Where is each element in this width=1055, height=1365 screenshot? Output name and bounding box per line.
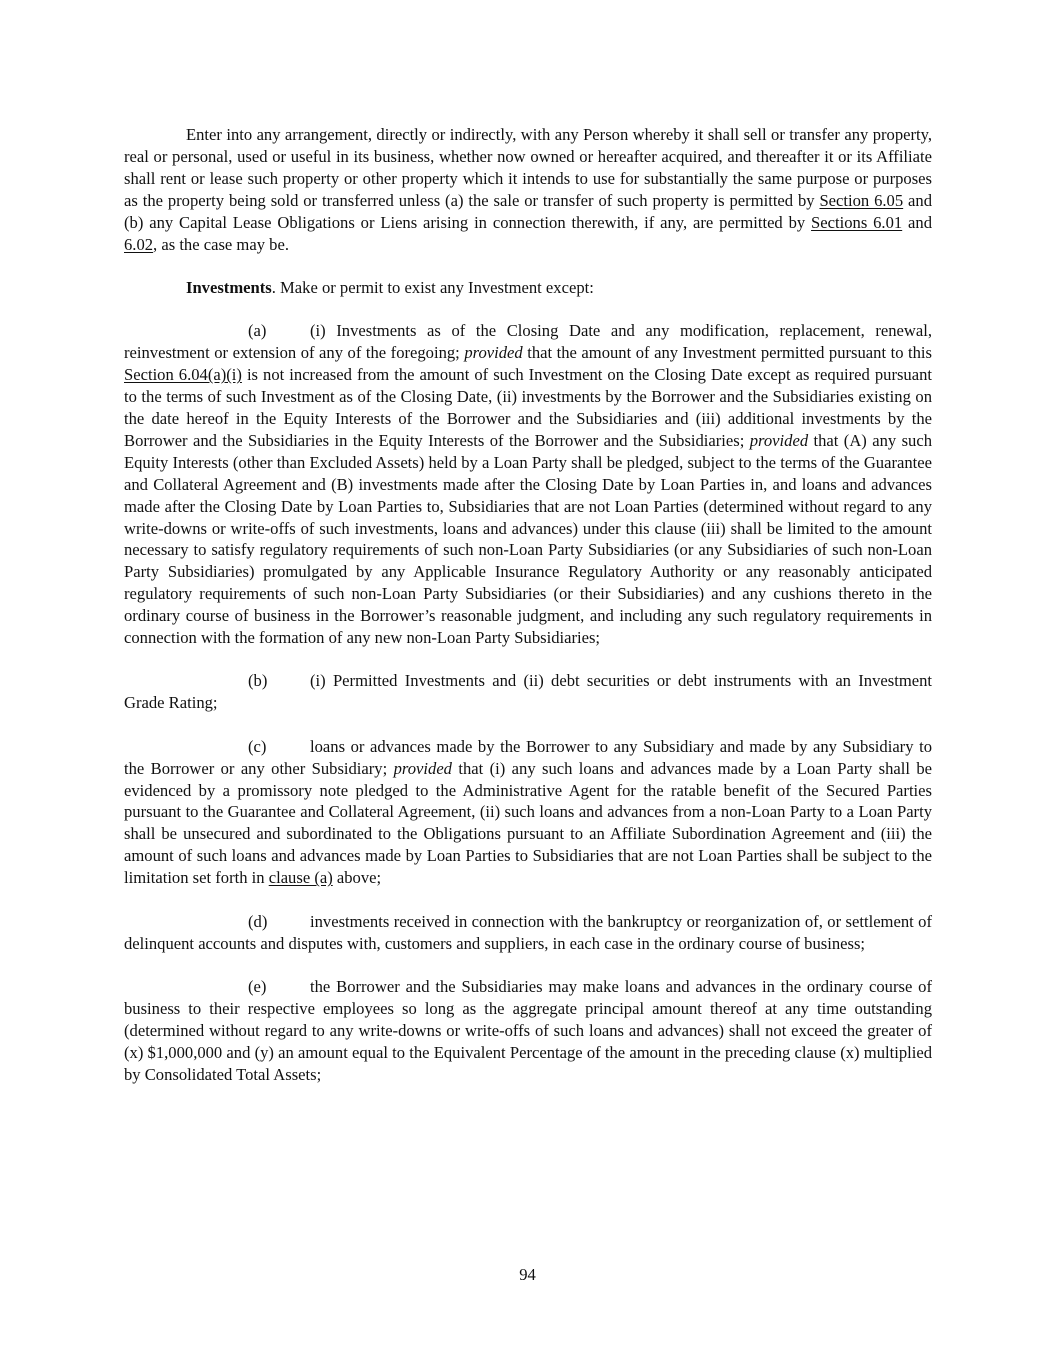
- page-number: 94: [519, 1265, 536, 1284]
- intro-text: and (b) any Capital Lease Obligations or Liens arising in connection therewith, if any, are permitted by: [124, 190, 932, 232]
- clause-a-text: that (A) any such Equity Interests (other than Excluded Assets) held by a Loan Party shall be pledged, subject to the terms of the Guarantee and Collateral Agreement and (B) investments made after the Closing Date by Loan Parties in, and loans and advances made after the Closing Date by Loan Parties to, Subsidiaries that are not Loan Parties (determined without regard to any write-downs or write-offs of such investments, loans and advances) under this clause (iii) shall be limited to the amount necessary to satisfy regulatory requirements of such non-Loan Party Subsidiaries (or any Subsidiaries of such non-Loan Party Subsidiaries) promulgated by any Applicable Insurance Regulatory Authority or any reasonably anticipated regulatory requirements of such non-Loan Party Subsidiaries (or their Subsidiaries) and any cushions thereto in the ordinary course of business in the Borrower’s reasonable judgment, and including any such regulatory requirements in connection with the formation of any new non-Loan Party Subsidiaries;: [124, 430, 932, 648]
- clause-a-text: that the amount of any Investment permitted pursuant to this: [522, 343, 933, 363]
- clause-a-provided: provided: [749, 430, 809, 450]
- clause-a-text: (i) Investments as of the Closing Date and any modification, replacement, renewal, reinvestment or extension of any of the foregoing;: [124, 321, 932, 363]
- clause-c-text: above;: [332, 868, 382, 888]
- clause-a-label: (a): [248, 321, 267, 341]
- clause-a: [124, 320, 932, 649]
- clause-d-label: (d): [248, 911, 268, 931]
- investments-heading: Investments: [186, 277, 272, 297]
- document-page: [124, 124, 932, 1085]
- clause-c: [124, 736, 932, 889]
- intro-text: Enter into any arrangement, directly or indirectly, with any Person whereby it shall sell or transfer any property, real or personal, used or useful in its business, whether now owned or hereafter acquired, and thereafter it or its Affiliate shall rent or lease such property or other property which it intends to use for substantially the same purpose or purposes as the property being sold or transferred unless (a) the sale or transfer of such property is permitted by: [124, 125, 932, 210]
- clause-a-provided: provided: [464, 343, 523, 363]
- clause-e: [124, 976, 932, 1086]
- clause-d: [124, 911, 932, 955]
- section-ref-6-04-a-i: Section 6.04(a)(i): [124, 365, 242, 385]
- intro-text: and: [902, 212, 933, 232]
- investments-heading-paragraph: [124, 277, 932, 299]
- clause-a-ref: clause (a): [268, 868, 333, 888]
- intro-text: , as the case may be.: [153, 234, 289, 254]
- intro-paragraph: [124, 124, 932, 255]
- clause-a-text: is not increased from the amount of such Investment on the Closing Date except as required pursuant to the terms of such Investment as of the Closing Date, (ii) investments by the Borrower and the Subsidiaries existing on the date hereof in the Equity Interests of the Borrower and the Subsidiaries and (iii) additional investments by the Borrower and the Subsidiaries in the Equity Interests of the Borrower and the Subsidiaries;: [124, 365, 932, 450]
- clause-c-label: (c): [248, 736, 267, 756]
- clause-d-text: investments received in connection with the bankruptcy or reorganization of, or settlement of delinquent accounts and disputes with, customers and suppliers, in each case in the ordinary course of business;: [124, 911, 932, 953]
- clause-b-text: (i) Permitted Investments and (ii) debt securities or debt instruments with an Investment Grade Rating;: [124, 671, 932, 713]
- clause-c-provided: provided: [393, 758, 452, 778]
- clause-e-label: (e): [248, 976, 267, 996]
- section-ref-6-05: Section 6.05: [819, 190, 904, 210]
- investments-lead-text: . Make or permit to exist any Investment except:: [271, 277, 594, 297]
- clause-c-text: that (i) any such loans and advances made by a Loan Party shall be evidenced by a promissory note pledged to the Administrative Agent for the ratable benefit of the Secured Parties pursuant to the Guarantee and Collateral Agreement, (ii) such loans and advances from a non-Loan Party to a Loan Party shall be unsecured and subordinated to the Obligations pursuant to an Affiliate Subordination Agreement and (iii) the amount of such loans and advances made by Loan Parties to Subsidiaries that are not Loan Parties shall be subject to the limitation set forth in: [124, 758, 932, 888]
- section-ref-6-01: Sections 6.01: [811, 212, 903, 232]
- clause-b-label: (b): [248, 671, 268, 691]
- clause-b: [124, 670, 932, 714]
- clause-e-text: the Borrower and the Subsidiaries may make loans and advances in the ordinary course of business to their respective employees so long as the aggregate principal amount thereof at any time outstanding (determined without regard to any write-downs or write-offs of such loans and advances) shall not exceed the greater of (x) $1,000,000 and (y) an amount equal to the Equivalent Percentage of the amount in the preceding clause (x) multiplied by Consolidated Total Assets;: [124, 976, 932, 1084]
- section-ref-6-02: 6.02: [124, 234, 154, 254]
- clause-c-text: loans or advances made by the Borrower to any Subsidiary and made by any Subsidiary to the Borrower or any other Subsidiary;: [124, 736, 932, 778]
